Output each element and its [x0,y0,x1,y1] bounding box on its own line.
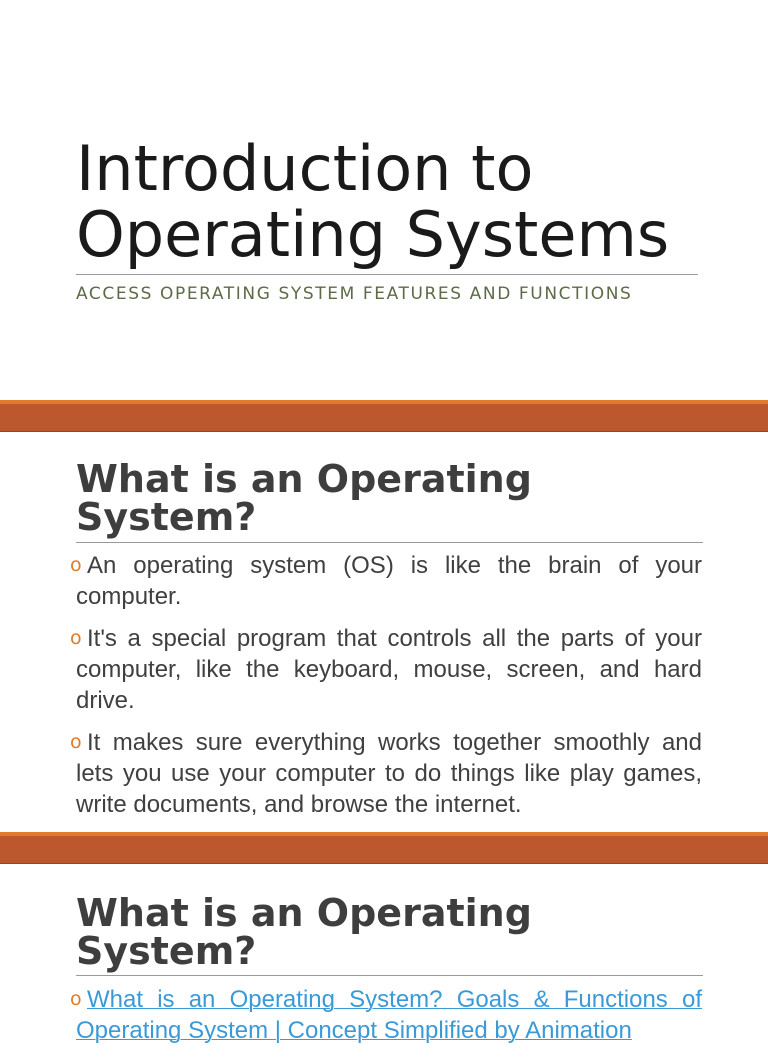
slide-heading: What is an Operating System? [76,457,532,539]
slide-separator [0,400,768,432]
bullet-list [70,550,702,831]
slide-heading: What is an Operating System? [76,891,532,973]
heading-divider [76,542,703,543]
list-item [70,984,702,1046]
title-divider [76,274,698,275]
slide-separator [0,832,768,864]
heading-divider [76,975,703,976]
bullet-text: An operating system (OS) is like the brain of your computer. [76,552,702,610]
list-item [70,550,702,612]
slide-title [0,0,768,400]
presentation-title: Introduction to Operating Systems [76,132,670,271]
bullet-circle-icon: o [70,731,82,753]
list-item [70,727,702,820]
list-item [70,623,702,716]
bullet-circle-icon: o [70,554,82,576]
bullet-text: It makes sure everything works together smoothly and lets you use your computer to do things like play games, write documents, and browse the internet. [76,729,702,818]
slide-what-is-os-video [0,864,768,1044]
presentation-subtitle: ACCESS OPERATING SYSTEM FEATURES AND FUNCTIONS [76,284,633,304]
bullet-list [70,984,702,1057]
slide-what-is-os [0,432,768,832]
bullet-circle-icon: o [70,988,82,1010]
bullet-text: It's a special program that controls all the parts of your computer, like the keyboard, mouse, screen, and hard drive. [76,625,702,714]
bullet-circle-icon: o [70,627,82,649]
video-link[interactable]: What is an Operating System? Goals & Functions of Operating System | Concept Simplified by Animation [76,986,702,1044]
